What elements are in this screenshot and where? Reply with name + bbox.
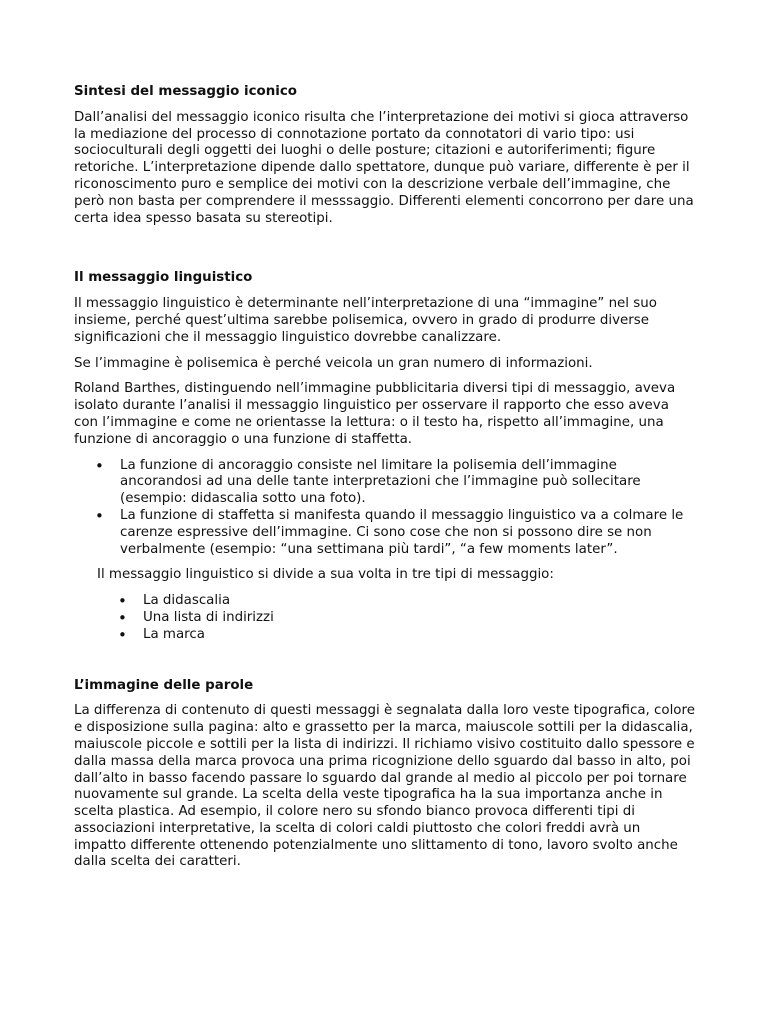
section-title-messaggio-linguistico: Il messaggio linguistico (74, 270, 253, 286)
section-spacer (74, 236, 696, 270)
list-item: • Una lista di indirizzi (143, 610, 696, 627)
paragraph: Se l’immagine è polisemica è perché veicola un gran numero di informazioni. (74, 355, 593, 371)
section-spacer (74, 653, 696, 678)
list-item: • La didascalia (143, 593, 696, 610)
paragraph: Il messaggio linguistico è determinante nell’interpretazione di una “immagine” nel suo insieme, perché quest’ultima sarebbe polisemica, ovvero in grado di produrre diverse significazioni che il messaggio linguistico dovrebbe canalizzare. (74, 296, 657, 345)
paragraph: Dall’analisi del messaggio iconico risulta che l’interpretazione dei motivi si gioca attraverso la mediazione del processo di connotazione portato da connotatori di vario tipo: usi socioculturali degli oggetti dei luoghi o delle posture; citazioni e autoriferimenti; figure retoriche. L’interpretazione dipende dallo spettatore, dunque può variare, differente è per il riconoscimento puro e semplice dei motivi con la descrizione verbale dell’immagine, che però non basta per comprendere il messsaggio. Differenti elementi concorrono per dare una certa idea spesso basata su stereotipi. (74, 109, 694, 226)
section-title-sintesi: Sintesi del messaggio iconico (74, 84, 298, 99)
list-item: • La funzione di staffetta si manifesta quando il messaggio linguistico va a colmare le carenze espressive dell’immagine. Ci sono cose che non si possono dire se non verbalmente (esempio: “una settimana più tardi”, “a few moments later”. (120, 508, 696, 558)
list-item: • La marca (143, 627, 696, 644)
paragraph-indented: Il messaggio linguistico si divide a sua volta in tre tipi di messaggio: (97, 567, 554, 583)
section-title-immagine-parole: L’immagine delle parole (74, 677, 254, 693)
list-item: • La funzione di ancoraggio consiste nel limitare la polisemia dell’immagine ancorandosi ad una delle tante interpretazioni che l’immagine può sollecitare (esempio: didascalia sotto una foto). (120, 458, 696, 508)
bullet-list-tipi-messaggio (74, 593, 696, 643)
document-page (74, 84, 696, 880)
paragraph: Roland Barthes, distinguendo nell’immagine pubblicitaria diversi tipi di messaggio, aveva isolato durante l’analisi il messaggio linguistico per osservare il rapporto che esso aveva con l’immagine e come ne orientasse la lettura: o il testo ha, rispetto all’immagine, una funzione di ancoraggio o una funzione di staffetta. (74, 381, 676, 447)
paragraph: La differenza di contenuto di questi messaggi è segnalata dalla loro veste tipografica, colore e disposizione sulla pagina: alto e grassetto per la marca, maiuscole sottili per la didascalia, maiuscole piccole e sottili per la lista di indirizzi. Il richiamo visivo costituito dallo spessore e dalla massa della marca provoca una prima ricognizione dello sguardo dal basso in alto, poi dall’alto in basso facendo passare lo sguardo dal grande al medio al piccolo per poi tornare nuovamente sul grande. La scelta della veste tipografica ha la sua importanza anche in scelta plastica. Ad esempio, il colore nero su sfondo bianco provoca differenti tipi di associazioni interpretative, la scelta di colori caldi piuttosto che colori freddi avrà un impatto differente ottenendo potenzialmente uno slittamento di tono, lavoro svolto anche dalla scelta dei caratteri. (74, 703, 695, 870)
bullet-list-funzioni (74, 458, 696, 559)
